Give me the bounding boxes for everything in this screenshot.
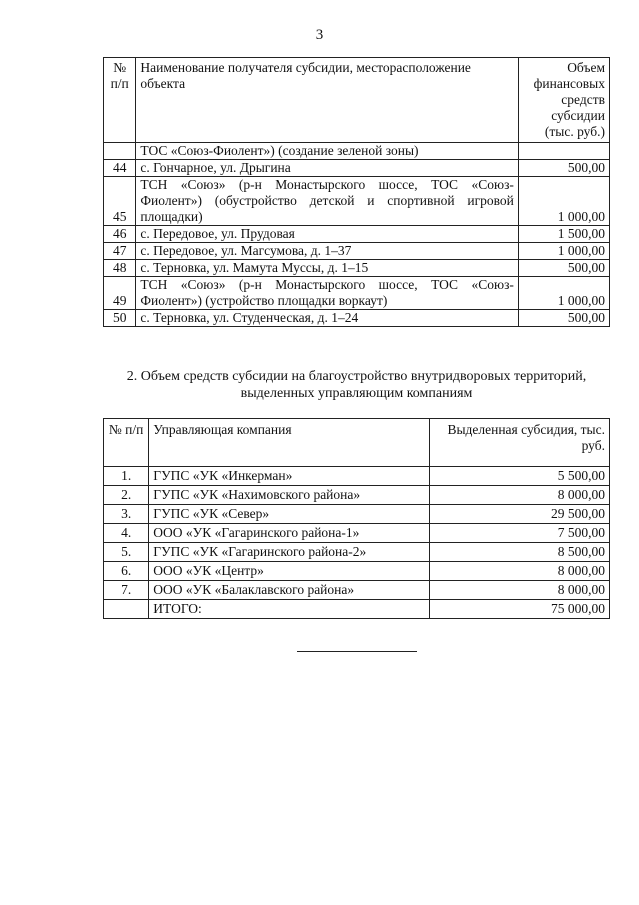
- row-company: ГУПС «УК «Нахимовского района»: [149, 486, 430, 505]
- row-recipient: с. Передовое, ул. Магсумова, д. 1–37: [136, 243, 519, 260]
- row-subsidy: 8 000,00: [429, 562, 609, 581]
- row-num: 46: [104, 226, 136, 243]
- header-subsidy: Выделенная субсидия, тыс. руб.: [429, 419, 609, 467]
- row-company: ГУПС «УК «Север»: [149, 505, 430, 524]
- row-recipient: ТСН «Союз» (р-н Монастырского шоссе, ТОС «Союз-Фиолент») (устройство площадки воркаут): [136, 277, 519, 310]
- header-amount: Объем финансовых средств субсидии (тыс. руб.): [518, 58, 609, 143]
- row-num: 48: [104, 260, 136, 277]
- total-amount: 75 000,00: [429, 600, 609, 619]
- row-num: 47: [104, 243, 136, 260]
- row-subsidy: 8 000,00: [429, 581, 609, 600]
- table-row: [104, 581, 610, 600]
- row-num: 7.: [104, 581, 149, 600]
- table-row: [104, 524, 610, 543]
- header-company: Управляющая компания: [149, 419, 430, 467]
- row-num: 44: [104, 160, 136, 177]
- row-recipient: с. Гончарное, ул. Дрыгина: [136, 160, 519, 177]
- row-num: 49: [104, 277, 136, 310]
- row-subsidy: 8 500,00: [429, 543, 609, 562]
- row-recipient: ТСН «Союз» (р-н Монастырского шоссе, ТОС «Союз-Фиолент») (обустройство детской и спортивной игровой площадки): [136, 177, 519, 226]
- total-row: [104, 600, 610, 619]
- row-subsidy: 7 500,00: [429, 524, 609, 543]
- row-num: [104, 600, 149, 619]
- table-row: [104, 143, 610, 160]
- row-subsidy: 29 500,00: [429, 505, 609, 524]
- row-num: 4.: [104, 524, 149, 543]
- row-recipient: ТОС «Союз-Фиолент») (создание зеленой зоны): [136, 143, 519, 160]
- row-company: ООО «УК «Гагаринского района-1»: [149, 524, 430, 543]
- subsidy-recipients-table: [103, 57, 610, 327]
- row-amount: 500,00: [518, 160, 609, 177]
- row-num: 2.: [104, 486, 149, 505]
- row-recipient: с. Терновка, ул. Студенческая, д. 1–24: [136, 310, 519, 327]
- page-number: 3: [315, 27, 324, 43]
- row-amount: 1 500,00: [518, 226, 609, 243]
- row-company: ООО «УК «Центр»: [149, 562, 430, 581]
- header-num: № п/п: [104, 419, 149, 467]
- row-num: 3.: [104, 505, 149, 524]
- row-amount: [518, 143, 609, 160]
- row-num: 45: [104, 177, 136, 226]
- table-row: [104, 260, 610, 277]
- row-num: [104, 143, 136, 160]
- row-amount: 1 000,00: [518, 243, 609, 260]
- table-header-row: [104, 58, 610, 143]
- table-row: [104, 177, 610, 226]
- table-row: [104, 562, 610, 581]
- management-companies-table: [103, 418, 610, 619]
- table-row: [104, 160, 610, 177]
- row-recipient: с. Передовое, ул. Прудовая: [136, 226, 519, 243]
- row-amount: 500,00: [518, 260, 609, 277]
- total-label: ИТОГО:: [149, 600, 430, 619]
- header-recipient: Наименование получателя субсидии, месторасположение объекта: [136, 58, 519, 143]
- row-num: 50: [104, 310, 136, 327]
- table-row: [104, 243, 610, 260]
- table-row: [104, 310, 610, 327]
- row-amount: 500,00: [518, 310, 609, 327]
- table-header-row: [104, 419, 610, 467]
- table-row: [104, 467, 610, 486]
- header-num: № п/п: [104, 58, 136, 143]
- closing-divider: [297, 651, 417, 652]
- table-row: [104, 486, 610, 505]
- row-company: ГУПС «УК «Инкерман»: [149, 467, 430, 486]
- row-num: 1.: [104, 467, 149, 486]
- table-row: [104, 505, 610, 524]
- row-subsidy: 8 000,00: [429, 486, 609, 505]
- row-company: ГУПС «УК «Гагаринского района-2»: [149, 543, 430, 562]
- table-row: [104, 543, 610, 562]
- row-amount: 1 000,00: [518, 277, 609, 310]
- row-subsidy: 5 500,00: [429, 467, 609, 486]
- row-num: 6.: [104, 562, 149, 581]
- table-row: [104, 277, 610, 310]
- section-2-title: 2. Объем средств субсидии на благоустройство внутридворовых территорий, выделенных управляющим компаниям: [126, 369, 587, 401]
- row-amount: 1 000,00: [518, 177, 609, 226]
- row-num: 5.: [104, 543, 149, 562]
- table-row: [104, 226, 610, 243]
- row-recipient: с. Терновка, ул. Мамута Муссы, д. 1–15: [136, 260, 519, 277]
- row-company: ООО «УК «Балаклавского района»: [149, 581, 430, 600]
